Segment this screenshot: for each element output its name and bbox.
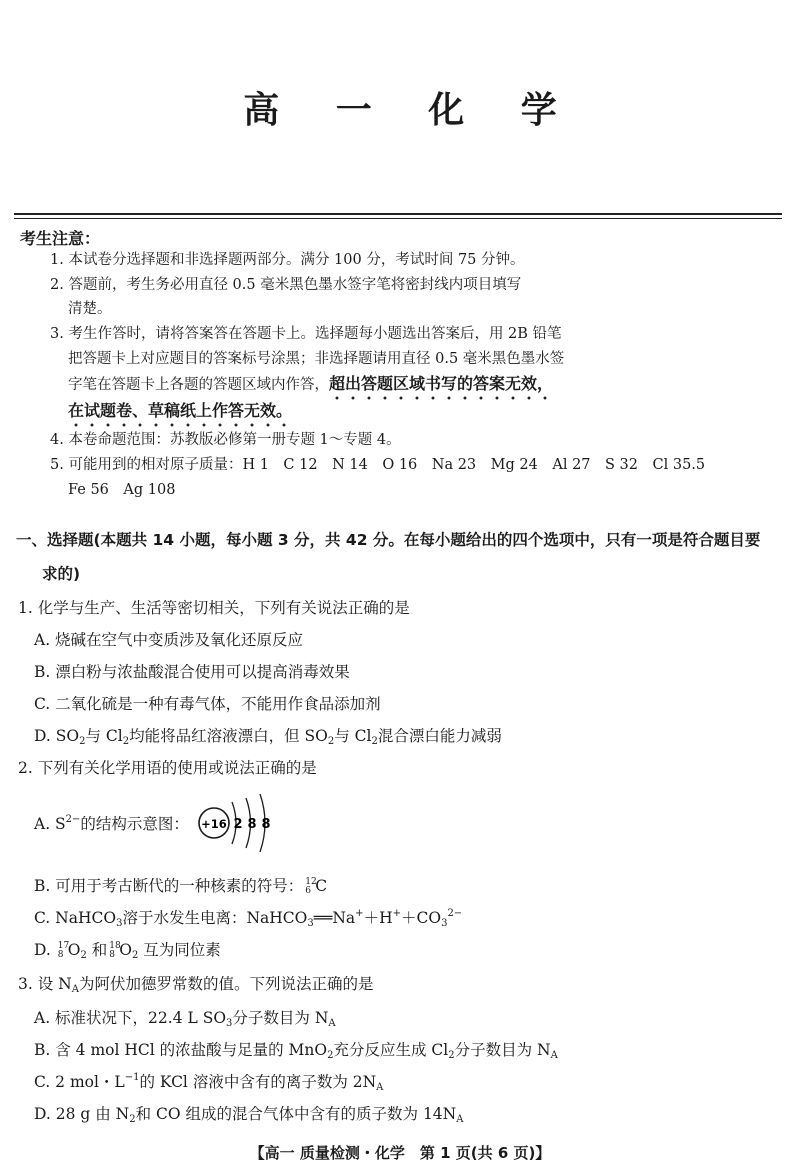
notice-line-3c (68, 374, 553, 395)
q2-c-sub: 3 (441, 918, 448, 929)
q1-stem: 1. 化学与生产、生活等密切相关，下列有关说法正确的是 (18, 599, 410, 617)
q3-option-a (34, 1006, 336, 1029)
q2-c-sub: 3 (116, 918, 123, 929)
q1-d-text: D. SO (34, 727, 80, 745)
q2-c-text: ══Na (313, 909, 356, 927)
q3-c-text: C. 2 mol・L (34, 1073, 125, 1091)
q2-c-sup: + (392, 908, 401, 919)
element-symbol: O (67, 941, 81, 959)
q2-c-text: ＋H (363, 909, 393, 927)
q2-d-sub: 2 (131, 950, 139, 961)
q1-d-text: 与 Cl (85, 727, 123, 745)
notice-line-5b: Fe 56 Ag 108 (68, 482, 176, 498)
q2-c-text: C. NaHCO (34, 909, 117, 927)
q2-d-text: 互为同位素 (138, 941, 221, 959)
nuclide-label (303, 878, 315, 896)
q1-d-sub: 2 (371, 736, 378, 747)
shell-electrons-3: 8 (261, 817, 271, 832)
notice-line-2: 2. 答题前，考生务必用直径 0.5 毫米黑色墨水签字笔将密封线内项目填写 (50, 277, 522, 293)
q2-a-sup: 2− (65, 814, 81, 825)
q3-stem (18, 972, 373, 995)
q3-b-sub: 2 (327, 1050, 334, 1061)
nuclide-label (56, 942, 68, 960)
notice-emphasis-1: 超出答题区域书写的答案无效， (329, 374, 554, 393)
q2-option-d (34, 938, 221, 961)
q3-b-sub: 2 (448, 1050, 455, 1061)
q3-d-sub: A (456, 1114, 464, 1125)
atomic-number: 8 (57, 950, 64, 960)
mass-number: 17 (57, 941, 70, 951)
notice-line-3: 3. 考生作答时，请将答案答在答题卡上。选择题每小题选出答案后，用 2B 铅笔 (50, 326, 562, 342)
q3-a-text: 分子数目为 N (232, 1009, 329, 1027)
q3-c-sub: A (376, 1082, 384, 1093)
q2-c-sup: 2− (447, 908, 463, 919)
q1-d-sub: 2 (327, 736, 335, 747)
shell-electrons-1: 2 (233, 817, 243, 832)
notice-line-5: 5. 可能用到的相对原子质量：H 1 C 12 N 14 O 16 Na 23 Mg 24 Al 27 S 32 Cl 35.5 (50, 457, 706, 473)
nuclide-label (107, 942, 119, 960)
q2-c-text: 溶于水发生电离：NaHCO (122, 909, 308, 927)
header-rule-thin (14, 218, 782, 219)
q2-d-text: D. (34, 941, 56, 959)
notice-line-2b: 清楚。 (68, 301, 112, 317)
q3-d-sub: 2 (129, 1114, 136, 1125)
q3-b-text: 充分反应生成 Cl (333, 1041, 449, 1059)
q1-option-d (34, 724, 502, 747)
q2-b-text: B. 可用于考古断代的一种核素的符号： (34, 877, 304, 895)
q3-option-d (34, 1102, 463, 1125)
q1-d-text: 混合漂白能力减弱 (377, 727, 502, 745)
header-rule-thick (14, 213, 782, 215)
q1-d-text: 均能将品红溶液漂白，但 SO (129, 727, 328, 745)
q2-a-text: A. S (34, 815, 66, 833)
q3-b-sub: A (550, 1050, 558, 1061)
section-heading-cont: 求的) (42, 565, 81, 583)
q2-a-text: 的结构示意图： (80, 815, 189, 833)
q3-a-text: A. 标准状况下，22.4 L SO (34, 1009, 227, 1027)
element-symbol: O (119, 941, 132, 959)
q1-d-sub: 2 (79, 736, 86, 747)
q3-stem-text: 为阿伏加德罗常数的值。下列说法正确的是 (78, 975, 374, 993)
page-footer: 【高一 质量检测・化学 第 1 页(共 6 页)】 (249, 1144, 551, 1162)
q2-stem: 2. 下列有关化学用语的使用或说法正确的是 (18, 759, 317, 777)
q3-a-sub: A (328, 1018, 336, 1029)
q3-stem-text: 3. 设 N (18, 975, 72, 993)
shell-electrons-2: 8 (247, 817, 257, 832)
q1-option-a: A. 烧碱在空气中变质涉及氧化还原反应 (34, 631, 304, 649)
q1-option-c: C. 二氧化硫是一种有毒气体，不能用作食品添加剂 (34, 695, 381, 713)
atomic-number: 8 (109, 950, 115, 960)
mass-number: 12 (305, 877, 317, 887)
q1-d-sub: 2 (122, 736, 130, 747)
q3-c-sup: −1 (124, 1072, 140, 1083)
notice-line-4: 4. 本卷命题范围：苏教版必修第一册专题 1～专题 4。 (50, 432, 401, 448)
q3-b-text: B. 含 4 mol HCl 的浓盐酸与足量的 MnO (34, 1041, 328, 1059)
q3-b-text: 分子数目为 N (454, 1041, 551, 1059)
page-title: 高 一 化 学 (243, 89, 579, 131)
section-heading: 一、选择题(本题共 14 小题，每小题 3 分，共 42 分。在每小题给出的四个选项中，只有一项是符合题目要 (16, 531, 761, 549)
element-symbol: C (315, 877, 328, 895)
q1-d-text: 与 Cl (334, 727, 372, 745)
q2-d-text: 和 (86, 941, 108, 959)
q3-stem-sub: A (71, 984, 79, 995)
notice-emphasis-2: 在试题卷、草稿纸上作答无效。 (68, 401, 293, 420)
q2-option-c (34, 906, 462, 929)
q2-d-sub: 2 (80, 950, 87, 961)
notice-line-3d (68, 401, 292, 422)
notice-line-1: 1. 本试卷分选择题和非选择题两部分。满分 100 分，考试时间 75 分钟。 (50, 252, 525, 268)
notice-line-3c-text: 字笔在答题卡上各题的答题区域内作答， (68, 377, 329, 393)
q1-option-b: B. 漂白粉与浓盐酸混合使用可以提高消毒效果 (34, 663, 350, 681)
q3-a-sub: 3 (226, 1018, 233, 1029)
q3-c-text: 的 KCl 溶液中含有的离子数为 2N (139, 1073, 377, 1091)
q3-d-text: 和 CO 组成的混合气体中含有的质子数为 14N (135, 1105, 457, 1123)
q2-c-sub: 3 (307, 918, 314, 929)
atomic-number: 6 (305, 886, 311, 896)
mass-number: 18 (109, 941, 121, 951)
notice-line-3b: 把答题卡上对应题目的答案标号涂黑；非选择题请用直径 0.5 毫米黑色墨水签 (68, 351, 565, 367)
q3-d-text: D. 28 g 由 N (34, 1105, 130, 1123)
q2-option-b (34, 874, 327, 896)
q3-option-c (34, 1070, 383, 1093)
notice-heading: 考生注意： (20, 229, 101, 248)
q2-c-sup: + (355, 908, 364, 919)
nucleus-charge: +16 (201, 817, 227, 831)
atom-structure-diagram (196, 790, 276, 856)
q2-c-text: ＋CO (400, 909, 442, 927)
q3-option-b (34, 1038, 558, 1061)
q2-option-a (34, 812, 189, 834)
